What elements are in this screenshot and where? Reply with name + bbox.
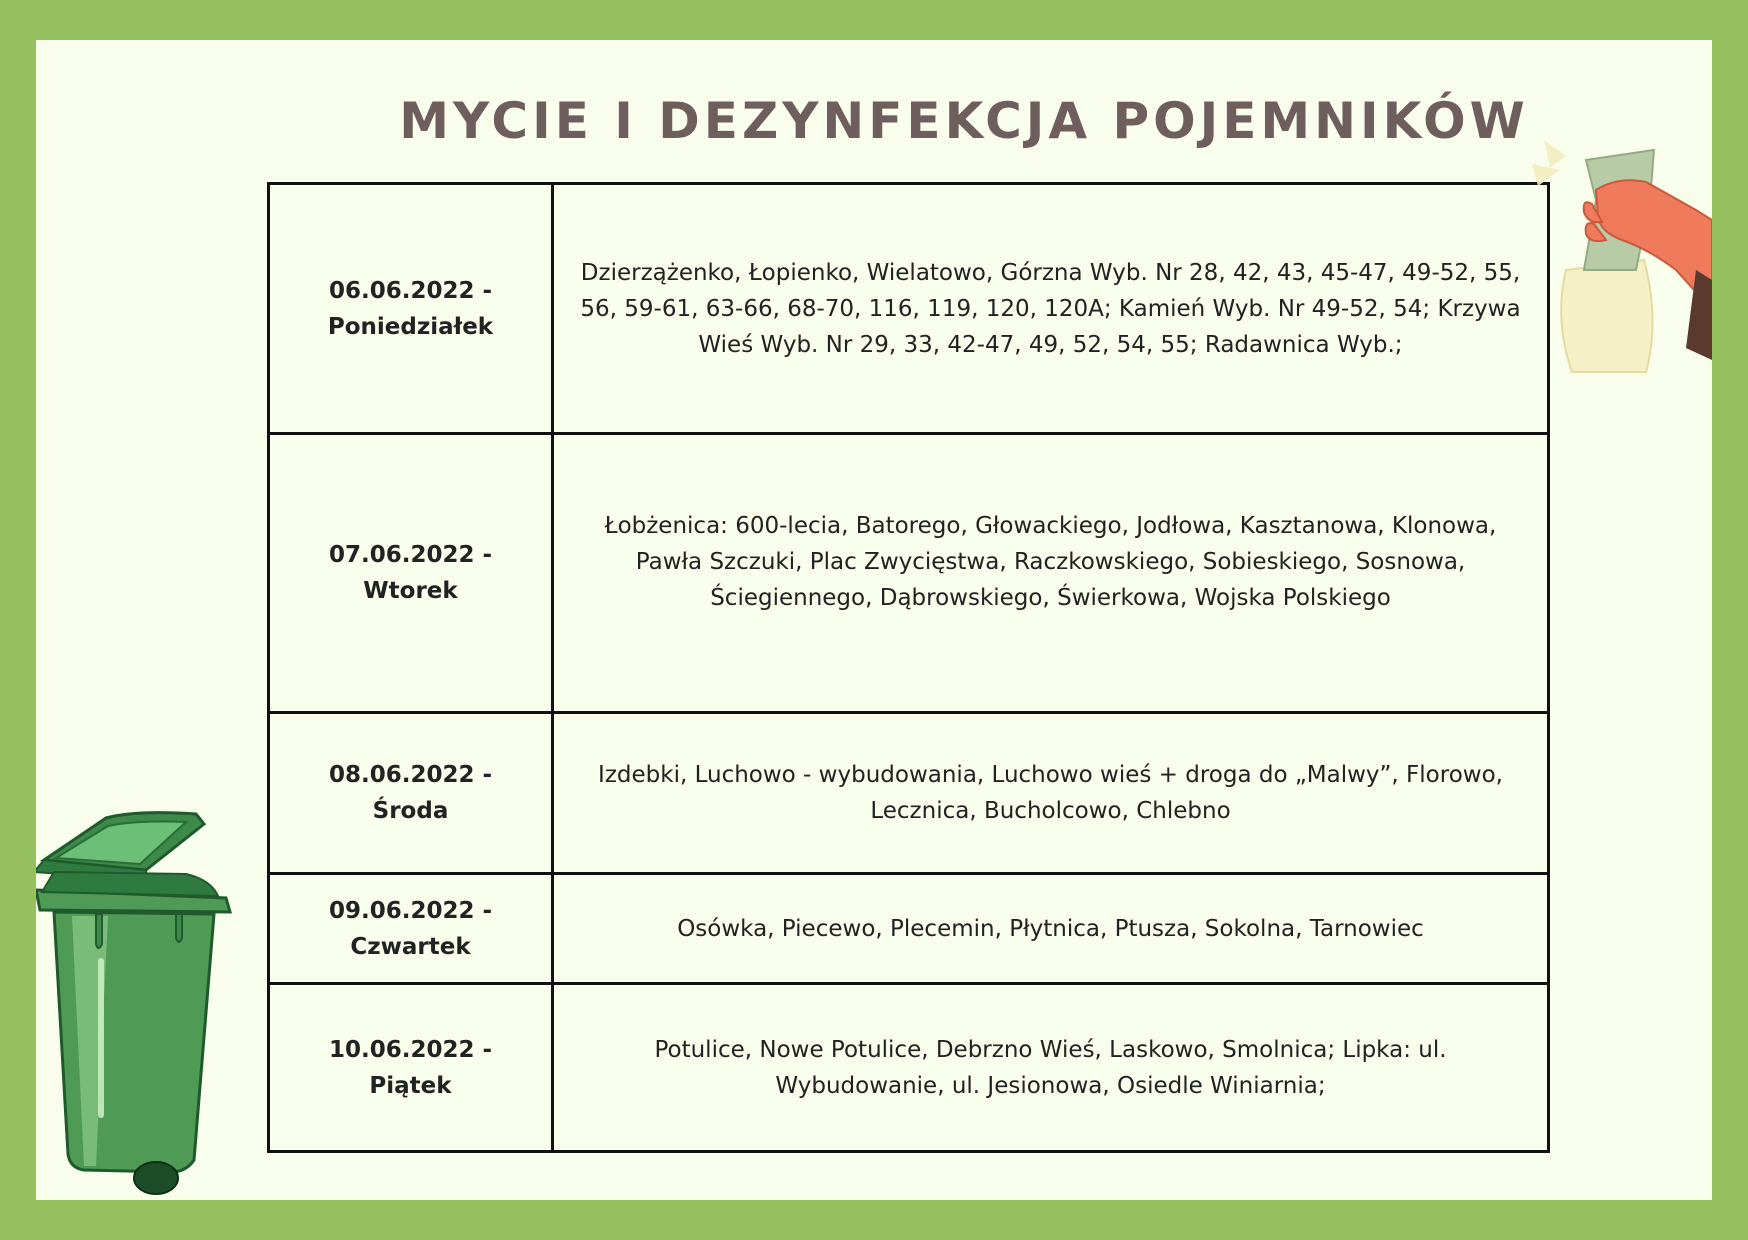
table-row (269, 984, 1549, 1152)
locations-cell (553, 434, 1549, 713)
date-cell (269, 184, 553, 434)
day-text: Wtorek (363, 578, 458, 604)
day-text: Czwartek (350, 933, 471, 960)
locations-text: Dzierzążenko, Łopienko, Wielatowo, Górzna Wyb. Nr 28, 42, 43, 45-47, 49-52, 55, 56, 59-61, 63-66, 68-70, 116, 119, 120, 120A; Kamień Wyb. Nr 49-52, 54; Krzywa Wieś Wyb. Nr 29, 33, 42-47, 49, 52, 54, 55; Radawnica Wyb.; (580, 260, 1521, 358)
date-text: 08.06.2022 - (328, 762, 493, 788)
day-text: Środa (372, 798, 449, 824)
poster (36, 40, 1712, 1200)
locations-cell (553, 874, 1549, 984)
locations-text: Łobżenica: 600-lecia, Batorego, Głowackiego, Jodłowa, Kasztanowa, Klonowa, Pawła Szczuki, Plac Zwycięstwa, Raczkowskiego, Sobieskiego, Sosnowa, Ściegiennego, Dąbrowskiego, Świerkowa, Wojska Polskiego (604, 513, 1497, 611)
date-cell (269, 984, 553, 1152)
table-row (269, 434, 1549, 713)
date-cell (269, 874, 553, 984)
locations-text: Osówka, Piecewo, Plecemin, Płytnica, Ptusza, Sokolna, Tarnowiec (677, 915, 1424, 942)
locations-cell (553, 184, 1549, 434)
table-row (269, 184, 1549, 434)
date-text: 10.06.2022 - (328, 1036, 493, 1063)
date-text: 07.06.2022 - (328, 542, 493, 568)
locations-text: Izdebki, Luchowo - wybudowania, Luchowo wieś + droga do „Malwy”, Florowo, Lecznica, Bucholcowo, Chlebno (598, 762, 1503, 824)
locations-cell (553, 713, 1549, 874)
table-row (269, 874, 1549, 984)
day-text: Poniedziałek (327, 313, 494, 340)
locations-cell (553, 984, 1549, 1152)
day-text: Piątek (369, 1072, 452, 1099)
locations-text: Potulice, Nowe Potulice, Debrzno Wieś, Laskowo, Smolnica; Lipka: ul. Wybudowanie, ul. Jesionowa, Osiedle Winiarnia; (654, 1036, 1447, 1099)
table-row (269, 713, 1549, 874)
spray-bottle-hand-icon (1526, 120, 1712, 390)
date-text: 06.06.2022 - (328, 277, 493, 304)
date-text: 09.06.2022 - (328, 897, 493, 924)
page-title: MYCIE I DEZYNFEKCJA POJEMNIKÓW (399, 92, 1529, 150)
date-cell (269, 434, 553, 713)
schedule-table (267, 182, 1550, 1153)
waste-bin-icon (36, 810, 266, 1200)
date-cell (269, 713, 553, 874)
